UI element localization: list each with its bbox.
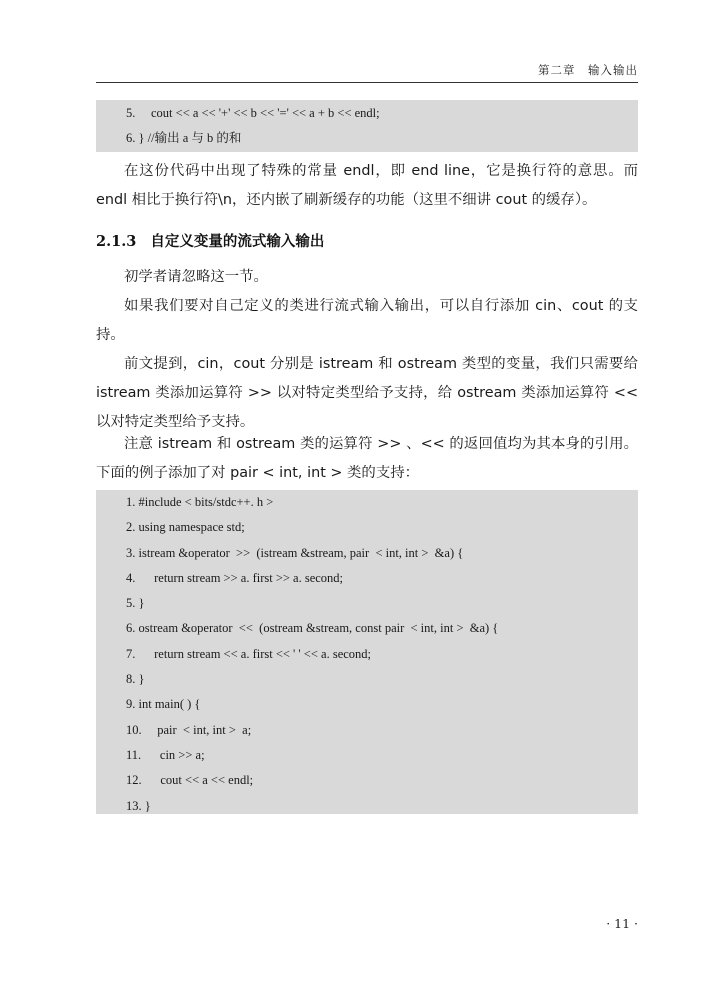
paragraph-endl: 在这份代码中出现了特殊的常量 endl，即 end line，它是换行符的意思。而 endl 相比于换行符\n，还内嵌了刷新缓存的功能（这里不细讲 cout 的缓存）。 xyxy=(96,163,638,208)
code-line: 9. int main( ) { xyxy=(126,697,201,712)
section-title: 自定义变量的流式输入输出 xyxy=(150,234,325,250)
paragraph-operator-return: 注意 istream 和 ostream 类的运算符 >> 、<< 的返回值均为其本身的引用。下面的例子添加了对 pair < int, int > 类的支持： xyxy=(96,436,638,481)
code-line: 13. } xyxy=(126,798,151,813)
chapter-title: 第二章 输入输出 xyxy=(538,63,638,77)
code-line: 2. using namespace std; xyxy=(126,520,245,535)
code-line: 11. cin >> a; xyxy=(126,747,205,762)
code-block-2 xyxy=(96,490,638,814)
code-line: 8. } xyxy=(126,672,145,687)
code-line: 1. #include < bits/stdc++. h > xyxy=(126,495,274,509)
page-number: · 11 · xyxy=(606,916,638,931)
code-line: 12. cout << a << endl; xyxy=(126,773,254,788)
code-line: 10. pair < int, int > a; xyxy=(126,722,252,737)
code-line: 6. ostream &operator << (ostream &stream, const pair < int, int > &a) { xyxy=(126,621,499,636)
code-line: 5. } xyxy=(126,596,145,611)
code-line: 6. } //输出 a 与 b 的和 xyxy=(126,131,242,146)
code-line: 3. istream &operator >> (istream &stream, pair < int, int > &a) { xyxy=(126,545,464,560)
paragraph-beginner-note: 初学者请忽略这一节。 xyxy=(124,269,268,285)
code-line: 4. return stream >> a. first >> a. second; xyxy=(126,570,344,585)
paragraph-custom-class: 如果我们要对自己定义的类进行流式输入输出，可以自行添加 cin、cout 的支持。 xyxy=(96,298,638,343)
code-block-1 xyxy=(96,100,638,152)
code-line: 7. return stream << a. first << ' ' << a. second; xyxy=(126,646,372,661)
section-number: 2.1.3 xyxy=(96,233,137,250)
section-heading xyxy=(96,229,638,255)
paragraph-istream-ostream: 前文提到，cin，cout 分别是 istream 和 ostream 类型的变量，我们只需要给 istream 类添加运算符 >> 以对特定类型给予支持，给 ostream 类添加运算符 << 以对特定类型给予支持。 xyxy=(96,356,638,430)
code-line: 5. cout << a << '+' << b << '=' << a + b << endl; xyxy=(126,106,380,120)
running-header xyxy=(96,62,638,83)
